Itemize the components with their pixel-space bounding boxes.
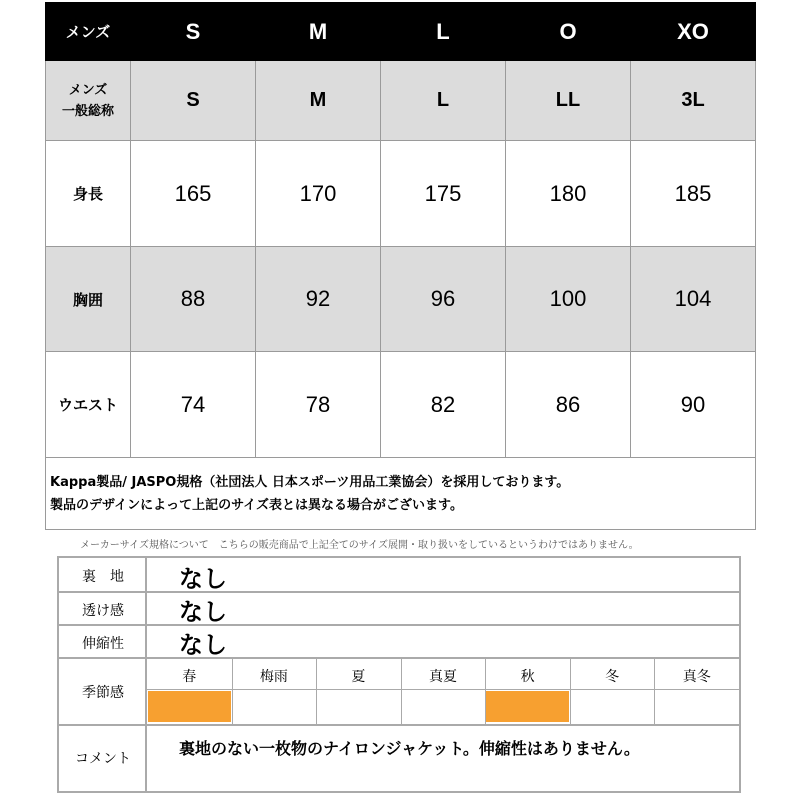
note-line-1: Kappa製品/ JASPO規格（社団法人 日本スポーツ用品工業協会）を採用しております。 <box>50 474 570 490</box>
season-name: 真夏 <box>428 669 457 685</box>
season-marker <box>402 691 485 722</box>
general-size-row <box>46 61 756 141</box>
table-cell: 74 <box>131 352 256 458</box>
size-table <box>45 2 756 530</box>
season-marker <box>317 691 400 722</box>
size-header-cell: M <box>256 3 381 61</box>
table-cell: 170 <box>256 141 381 247</box>
season-marker <box>571 691 654 722</box>
lining-label: 裏 地 <box>82 569 124 585</box>
season-marker <box>655 691 738 722</box>
season-name: 春 <box>182 669 197 685</box>
table-cell: 78 <box>256 352 381 458</box>
table-cell: 104 <box>631 247 756 352</box>
general-size-cell: S <box>131 61 256 141</box>
table-cell: 175 <box>381 141 506 247</box>
table-cell: 185 <box>631 141 756 247</box>
size-header-cell: L <box>381 3 506 61</box>
divider <box>59 657 739 659</box>
divider <box>147 689 739 690</box>
general-size-label <box>46 61 131 141</box>
season-marker-active <box>486 691 569 722</box>
divider <box>316 659 317 724</box>
height-label: 身長 <box>46 141 131 247</box>
comment-text: 裏地のない一枚物のナイロンジャケット。伸縮性はありません。 <box>179 739 640 758</box>
season-name: 梅雨 <box>259 669 288 685</box>
divider <box>485 659 486 724</box>
general-size-cell: M <box>256 61 381 141</box>
season-name: 冬 <box>605 669 620 685</box>
table-cell: 88 <box>131 247 256 352</box>
table-cell: 96 <box>381 247 506 352</box>
spec-box <box>57 556 741 793</box>
general-size-cell: 3L <box>631 61 756 141</box>
size-header-cell: XO <box>631 3 756 61</box>
general-size-cell: LL <box>506 61 631 141</box>
season-marker <box>233 691 316 722</box>
sheer-value: なし <box>179 598 227 626</box>
size-header-cell: S <box>131 3 256 61</box>
note-line-2: 製品のデザインによって上記のサイズ表とは異なる場合がございます。 <box>50 497 464 513</box>
height-row <box>46 141 756 247</box>
size-note <box>46 458 756 530</box>
divider <box>232 659 233 724</box>
header-label: メンズ <box>46 3 131 61</box>
chest-row <box>46 247 756 352</box>
general-size-label-line2: 一般総称 <box>61 103 114 119</box>
chest-label: 胸囲 <box>46 247 131 352</box>
sheer-label: 透け感 <box>82 603 124 619</box>
table-cell: 82 <box>381 352 506 458</box>
table-cell: 86 <box>506 352 631 458</box>
table-cell: 180 <box>506 141 631 247</box>
table-cell: 90 <box>631 352 756 458</box>
divider <box>59 591 739 593</box>
divider <box>59 724 739 726</box>
season-name: 真冬 <box>682 669 711 685</box>
season-name: 夏 <box>351 669 366 685</box>
waist-label: ウエスト <box>46 352 131 458</box>
waist-row <box>46 352 756 458</box>
table-cell: 100 <box>506 247 631 352</box>
general-size-cell: L <box>381 61 506 141</box>
stretch-value: なし <box>179 631 227 659</box>
table-cell: 92 <box>256 247 381 352</box>
table-cell: 165 <box>131 141 256 247</box>
size-header-cell: O <box>506 3 631 61</box>
source-note: メーカーサイズ規格について こちらの販売商品で上記全てのサイズ展開・取り扱いをしているというわけではありません。 <box>80 540 639 551</box>
divider <box>401 659 402 724</box>
divider <box>59 624 739 626</box>
comment-label: コメント <box>75 751 131 767</box>
stretch-label: 伸縮性 <box>82 636 124 652</box>
general-size-label-line1: メンズ <box>68 82 108 98</box>
season-label: 季節感 <box>82 685 124 701</box>
lining-value: なし <box>179 565 227 593</box>
size-header-row <box>46 3 756 61</box>
note-row <box>46 458 756 530</box>
season-name: 秋 <box>520 669 535 685</box>
divider <box>570 659 571 724</box>
season-marker-active <box>148 691 231 722</box>
divider <box>654 659 655 724</box>
